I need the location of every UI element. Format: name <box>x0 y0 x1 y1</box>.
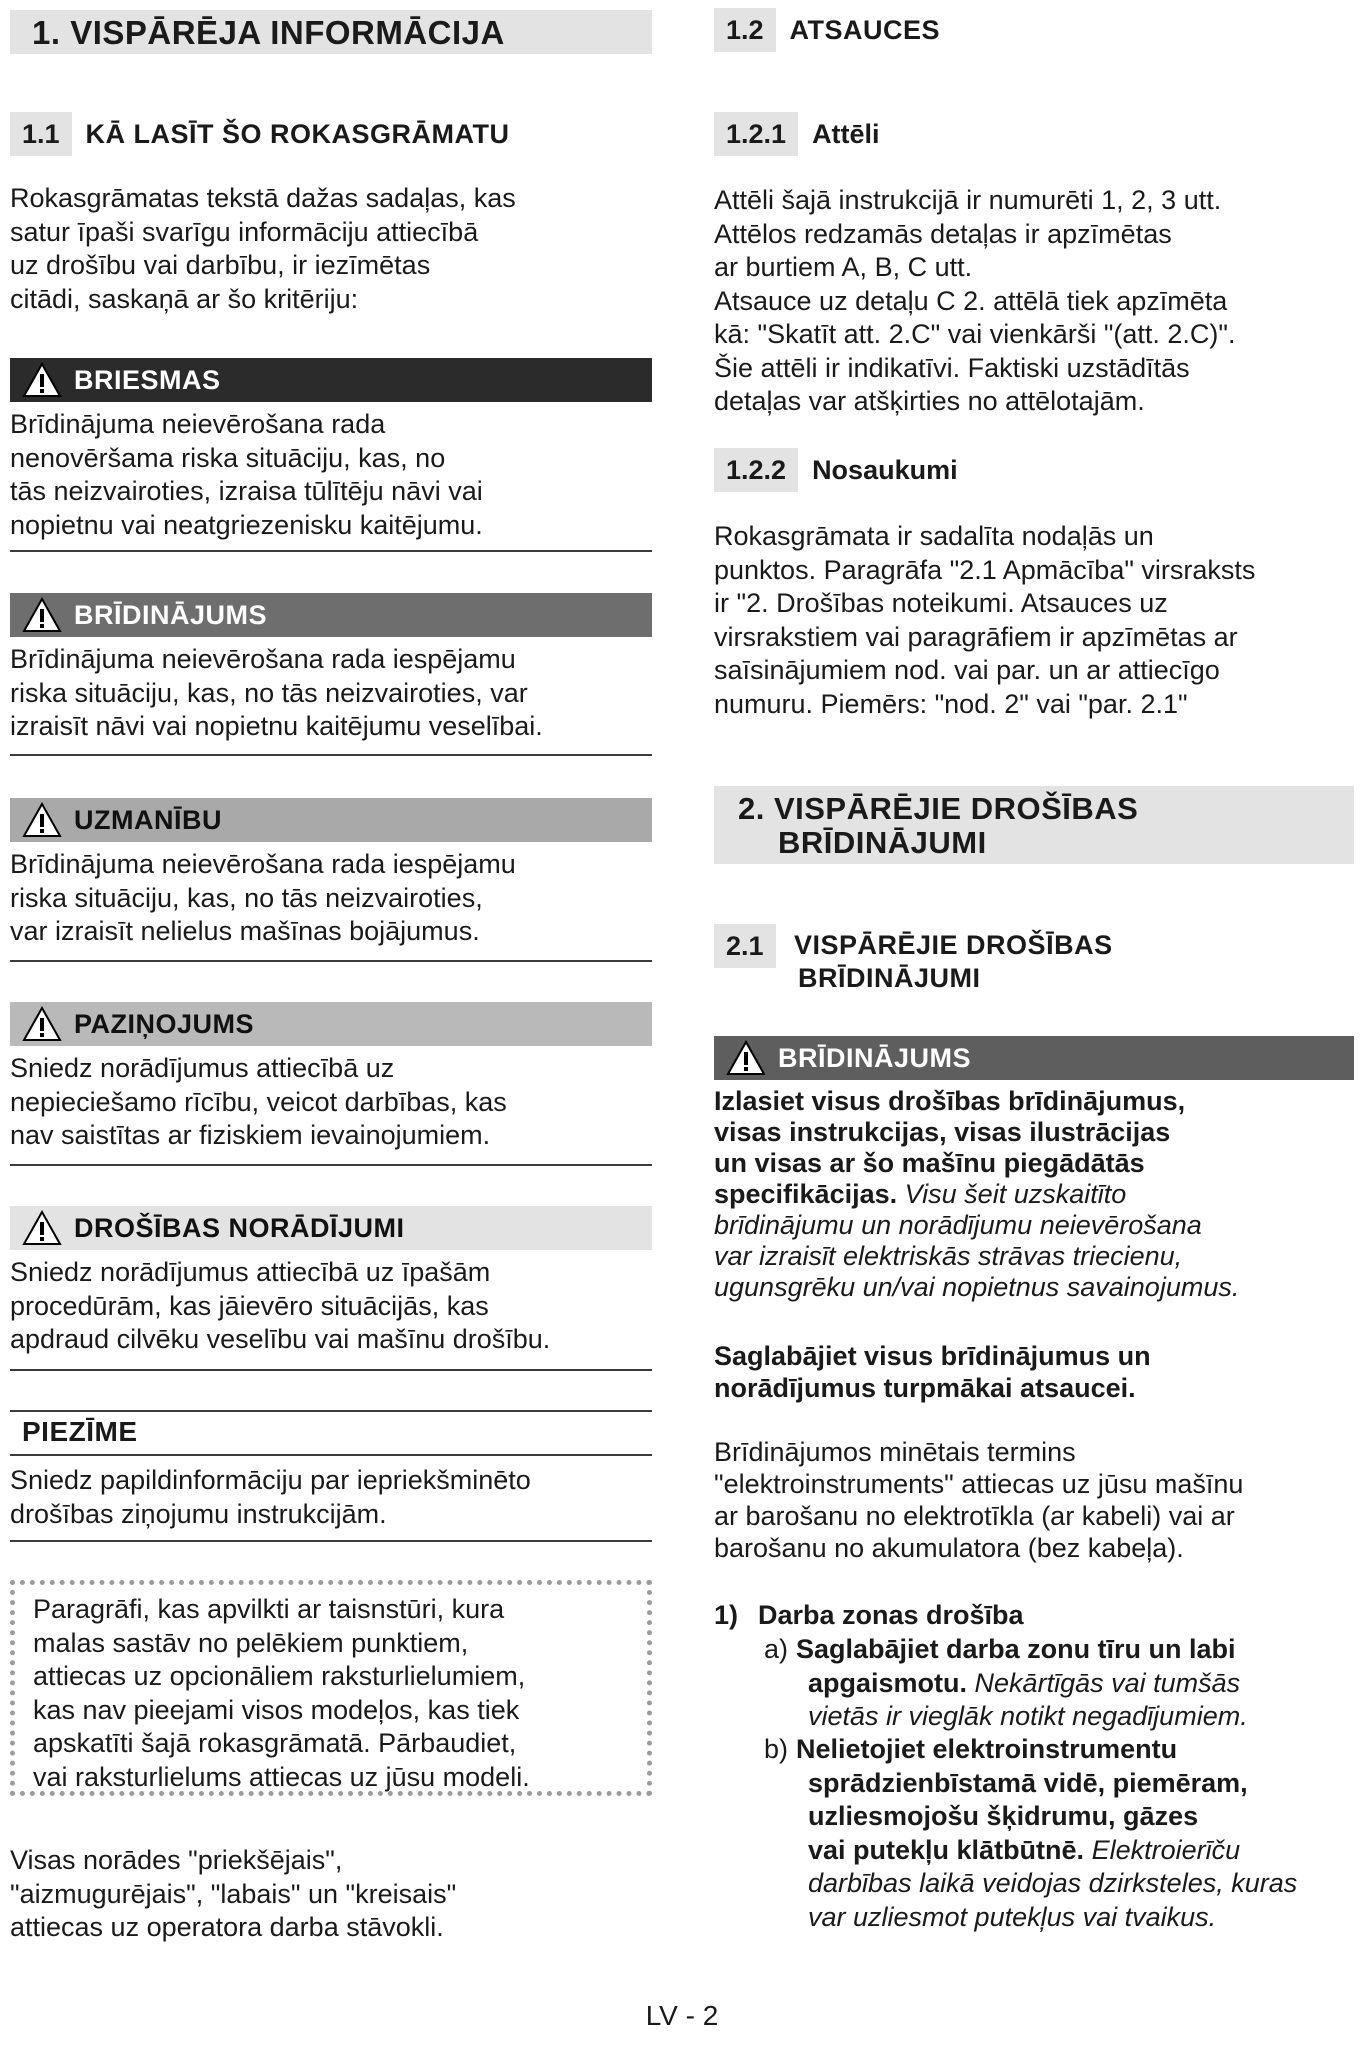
text-line: "elektroinstruments" attiecas uz jūsu mašīnu <box>714 1469 1244 1499</box>
section-1-title: 1. VISPĀRĒJA INFORMĀCIJA <box>10 10 652 54</box>
text-line: virsrakstiem vai paragrāfiem ir apzīmētas ar <box>714 621 1238 652</box>
note-label: PIEZĪME <box>22 1416 138 1447</box>
text-line: Sniedz norādījumus attiecībā uz īpašām <box>10 1257 491 1287</box>
text-line: uz drošību vai darbību, ir iezīmētas <box>10 250 431 280</box>
text-line: nopietnu vai neatgriezenisku kaitējumu. <box>10 509 483 540</box>
text-line: Sniedz papildinformāciju par iepriekšminēto <box>10 1465 531 1495</box>
page-number: LV - 2 <box>645 2000 719 2031</box>
text-line: barošanu no akumulatora (bez kabeļa). <box>714 1533 1184 1563</box>
title-line: 2. VISPĀRĒJIE DROŠĪBAS <box>738 791 1139 826</box>
safety-instructions-text <box>10 1256 550 1357</box>
text-line: norādījumus turpmākai atsaucei. <box>714 1373 1136 1403</box>
warning-banner <box>10 593 652 637</box>
text-line: Brīdinājuma neievērošana rada iespējamu <box>10 644 516 674</box>
italic-run: Elektroierīču <box>1091 1834 1241 1865</box>
section-title: KĀ LASĪT ŠO ROKASGRĀMATU <box>85 119 510 149</box>
banner-label: PAZIŅOJUMS <box>74 1008 255 1039</box>
safety-instructions-banner <box>10 1206 652 1250</box>
titles-paragraph <box>714 520 1255 721</box>
list-item-a <box>796 1633 1248 1734</box>
italic-run: Visu šeit uzskaitīto <box>904 1179 1127 1209</box>
text-line: Saglabājiet visus brīdinājumus un <box>714 1341 1151 1371</box>
text-line <box>796 1834 1297 1868</box>
section-number: 1.1 <box>10 112 72 156</box>
bold-run: apgaismotu. <box>808 1667 968 1698</box>
list-title: Darba zonas drošība <box>758 1600 1024 1630</box>
text-line: Sniedz norādījumus attiecībā uz <box>10 1053 395 1083</box>
text-line: Rokasgrāmata ir sadalīta nodaļās un <box>714 521 1154 551</box>
text-line: kā: "Skatīt att. 2.C" vai vienkārši "(att. 2.C)". <box>714 319 1236 349</box>
text-line: uzliesmojošu šķidrumu, gāzes <box>808 1801 1199 1831</box>
term-paragraph <box>714 1436 1243 1564</box>
text-line: var izraisīt elektriskās strāvas triecienu, <box>714 1241 1183 1271</box>
text-line: apdraud cilvēku veselību vai mašīnu drošību. <box>10 1324 551 1354</box>
divider <box>10 1410 652 1412</box>
item-letter: b) <box>764 1734 789 1764</box>
warning-triangle-icon <box>22 597 62 633</box>
caution-text <box>10 848 516 949</box>
text-line: citādi, saskaņā ar šo kritēriju: <box>10 283 359 314</box>
text-line: "aizmugurējais", "labais" un "kreisais" <box>10 1878 457 1909</box>
text-line: drošības ziņojumu instrukcijām. <box>10 1498 387 1529</box>
text-line: Attēli šajā instrukcijā ir numurēti 1, 2, 3 utt. <box>714 185 1222 215</box>
text-line: visas instrukcijas, visas ilustrācijas <box>714 1117 1171 1147</box>
warning-triangle-icon <box>22 1006 62 1042</box>
text-line: numuru. Piemērs: "nod. 2" vai "par. 2.1" <box>714 688 1188 719</box>
banner-label: BRĪDINĀJUMS <box>778 1042 972 1073</box>
text-line: Atsauce uz detaļu C 2. attēlā tiek apzīmēta <box>714 285 1228 316</box>
bold-run: specifikācijas. <box>714 1179 898 1209</box>
text-line: punktos. Paragrāfa "2.1 Apmācība" virsraksts <box>714 554 1256 585</box>
text-line: Brīdinājumos minētais termins <box>714 1437 1076 1467</box>
warning-triangle-icon <box>22 362 62 398</box>
text-line: Šie attēli ir indikatīvi. Faktiski uzstādītās <box>714 352 1190 383</box>
text-line: Izlasiet visus drošības brīdinājumus, <box>714 1086 1186 1116</box>
text-line: nenovēršama riska situāciju, kas, no <box>10 442 446 473</box>
text-line <box>714 1179 1239 1210</box>
text-line: Brīdinājuma neievērošana rada <box>10 409 386 439</box>
section-title <box>794 924 1113 995</box>
title-line: BRĪDINĀJUMI <box>798 963 981 993</box>
notice-text <box>10 1052 507 1153</box>
text-line: var izraisīt nelielus mašīnas bojājumus. <box>10 916 480 946</box>
bold-run: vai putekļu klātbūtnē. <box>808 1834 1085 1865</box>
divider <box>10 960 652 962</box>
divider <box>10 1369 652 1371</box>
text-line: tās neizvairoties, izraisa tūlītēju nāvi vai <box>10 476 483 506</box>
section-number: 2.1 <box>714 924 776 968</box>
text-line: nav saistītas ar fiziskiem ievainojumiem. <box>10 1120 491 1150</box>
section-1-2-2-heading <box>714 448 958 492</box>
warning-banner <box>714 1036 1354 1080</box>
text-line: Visas norādes "priekšējais", <box>10 1845 343 1875</box>
text-line: vietās ir vieglāk notikt negadījumiem. <box>808 1701 1248 1731</box>
list-item-b <box>796 1733 1297 1934</box>
text-line: un visas ar šo mašīnu piegādātās <box>714 1148 1145 1178</box>
text-line: saīsinājumiem nod. vai par. un ar attiecīgo <box>714 655 1220 685</box>
section-number: 1.2.1 <box>714 112 798 156</box>
section-number: 1.2 <box>714 8 776 52</box>
text-line: attiecas uz operatora darba stāvokli. <box>10 1912 444 1942</box>
section-title: ATSAUCES <box>789 15 941 45</box>
text-line: apskatīti šajā rokasgrāmatā. Pārbaudiet, <box>33 1728 517 1758</box>
figures-paragraph <box>714 184 1236 419</box>
save-instructions-paragraph <box>714 1340 1151 1404</box>
caution-banner <box>10 798 652 842</box>
text-line: ar burtiem A, B, C utt. <box>714 252 973 282</box>
banner-label: BRĪDINĀJUMS <box>74 599 268 630</box>
section-2-1-heading <box>714 924 1113 995</box>
text-line: malas sastāv no pelēkiem punktiem, <box>33 1627 469 1658</box>
text-line: brīdinājumu un norādījumu neievērošana <box>714 1210 1202 1240</box>
danger-text <box>10 408 483 542</box>
intro-paragraph <box>10 182 516 316</box>
section-1-2-heading <box>714 8 940 52</box>
divider <box>10 754 652 756</box>
warning-text <box>10 643 543 744</box>
optional-features-box <box>10 1580 652 1796</box>
text-line: satur īpaši svarīgu informāciju attiecībā <box>10 216 479 247</box>
notice-banner <box>10 1002 652 1046</box>
divider <box>10 1454 652 1456</box>
divider <box>10 1164 652 1166</box>
section-title: Nosaukumi <box>812 455 958 485</box>
divider <box>10 1540 652 1542</box>
text-line: riska situāciju, kas, no tās neizvairoties, var <box>10 677 528 708</box>
section-1-2-1-heading <box>714 112 880 156</box>
text-line: attiecas uz opcionāliem raksturlielumiem, <box>33 1661 526 1691</box>
section-2-title <box>714 786 1354 864</box>
italic-run: Nekārtīgās vai tumšās <box>974 1667 1241 1698</box>
text-line: Rokasgrāmatas tekstā dažas sadaļas, kas <box>10 183 516 213</box>
text-line: procedūrām, kas jāievēro situācijās, kas <box>10 1290 489 1321</box>
text-line: darbības laikā veidojas dzirksteles, kuras <box>808 1868 1298 1898</box>
title-line: VISPĀRĒJIE DROŠĪBAS <box>794 930 1113 960</box>
warning-triangle-icon <box>22 1210 62 1246</box>
work-area-safety-list <box>714 1600 1354 1940</box>
text-line: Nelietojiet elektroinstrumentu <box>796 1734 1178 1764</box>
item-letter: a) <box>764 1634 789 1664</box>
text-line: nepieciešamo rīcību, veicot darbības, kas <box>10 1086 507 1117</box>
text-line: Saglabājiet darba zonu tīru un labi <box>796 1634 1236 1664</box>
warning-triangle-icon <box>22 802 62 838</box>
text-line: kas nav pieejami visos modeļos, kas tiek <box>33 1694 520 1725</box>
text-line: sprādzienbīstamā vidē, piemēram, <box>808 1767 1248 1798</box>
list-number: 1) <box>714 1600 739 1630</box>
title-line: BRĪDINĀJUMI <box>778 825 987 860</box>
text-line: riska situāciju, kas, no tās neizvairoties, <box>10 882 483 913</box>
text-line: Paragrāfi, kas apvilkti ar taisnstūri, kura <box>33 1594 505 1624</box>
banner-label: DROŠĪBAS NORĀDĪJUMI <box>74 1212 405 1243</box>
text-line: ar barošanu no elektrotīkla (ar kabeli) vai ar <box>714 1501 1235 1531</box>
banner-label: BRIESMAS <box>74 364 221 395</box>
section-title: Attēli <box>812 119 880 149</box>
banner-label: UZMANĪBU <box>74 804 222 835</box>
danger-banner <box>10 358 652 402</box>
text-line <box>796 1667 1248 1701</box>
text-line: var uzliesmot putekļus vai tvaikus. <box>808 1901 1217 1932</box>
section-number: 1.2.2 <box>714 448 798 492</box>
text-line: izraisīt nāvi vai nopietnu kaitējumu veselībai. <box>10 711 543 741</box>
divider <box>10 550 652 552</box>
text-line: Attēlos redzamās detaļas ir apzīmētas <box>714 218 1172 249</box>
text-line: vai raksturlielums attiecas uz jūsu modeli. <box>33 1761 530 1792</box>
read-instructions-paragraph <box>714 1086 1239 1303</box>
warning-triangle-icon <box>726 1040 766 1076</box>
text-line: detaļas var atšķirties no attēlotajām. <box>714 386 1145 416</box>
text-line: ugunsgrēku un/vai nopietnus savainojumus. <box>714 1272 1240 1302</box>
note-text <box>10 1464 531 1531</box>
text-line: ir "2. Drošības noteikumi. Atsauces uz <box>714 588 1168 618</box>
orientation-paragraph <box>10 1844 456 1945</box>
text-line: Brīdinājuma neievērošana rada iespējamu <box>10 849 516 879</box>
section-1-1-heading <box>10 112 510 156</box>
